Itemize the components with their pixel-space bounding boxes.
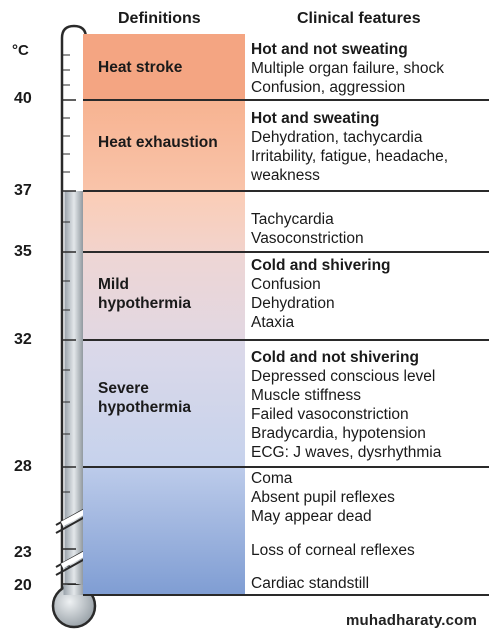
heat-stroke-label: Heat stroke <box>98 59 183 76</box>
severe-hypothermia-feature: Depressed conscious level <box>251 368 436 385</box>
temp-label-20: 20 <box>14 577 32 594</box>
temp-label-23: 23 <box>14 544 32 561</box>
profound-hypothermia-features-bottom <box>251 574 369 593</box>
unit-label: °C <box>12 42 29 59</box>
band-mild-cooling <box>83 192 489 252</box>
profound-hypothermia-features-lower <box>251 541 415 560</box>
profound-hypothermia-feature: Cardiac standstill <box>251 575 370 592</box>
mild-hypothermia-feature: Dehydration <box>251 295 335 312</box>
temp-label-35: 35 <box>14 243 32 260</box>
profound-hypothermia-feature: Coma <box>251 470 293 487</box>
mild-hypothermia-zone <box>83 253 245 339</box>
divider-bottom <box>83 594 489 596</box>
definitions-header: Definitions <box>118 10 201 27</box>
band-heat-exhaustion <box>83 101 489 191</box>
band-profound-hypothermia <box>83 468 489 595</box>
heat-stroke-feature: Multiple organ failure, shock <box>251 60 444 77</box>
profound-hypothermia-feature: May appear dead <box>251 508 372 525</box>
heat-stroke-features <box>251 40 444 97</box>
mild-hypothermia-feature: Confusion <box>251 276 321 293</box>
heat-exhaustion-key-feature: Hot and sweating <box>251 110 380 127</box>
profound-hypothermia-feature: Loss of corneal reflexes <box>251 542 415 559</box>
severe-hypothermia-label-line: hypothermia <box>98 399 192 416</box>
severe-hypothermia-feature: Muscle stiffness <box>251 387 361 404</box>
watermark-text: muhadharaty.com <box>346 612 478 629</box>
band-mild-hypothermia <box>83 253 489 339</box>
profound-hypothermia-features <box>251 469 395 526</box>
severe-hypothermia-label-line: Severe <box>98 380 149 397</box>
mild-hypothermia-features <box>251 256 391 332</box>
mild-cooling-features <box>251 210 364 248</box>
severe-hypothermia-zone <box>83 341 245 466</box>
clinical-features-header: Clinical features <box>297 10 421 27</box>
temperature-bands <box>83 34 489 596</box>
profound-hypothermia-zone <box>83 468 245 595</box>
heat-exhaustion-feature: weakness <box>251 167 320 184</box>
heat-stroke-feature: Confusion, aggression <box>251 79 406 96</box>
band-heat-stroke <box>83 34 489 100</box>
severe-hypothermia-feature: ECG: J waves, dysrhythmia <box>251 444 442 461</box>
heat-stroke-key-feature: Hot and not sweating <box>251 41 408 58</box>
heat-exhaustion-features <box>251 109 448 185</box>
severe-hypothermia-feature: Failed vasoconstriction <box>251 406 409 423</box>
heat-exhaustion-feature: Irritability, fatigue, headache, <box>251 148 449 165</box>
heat-stroke-zone <box>83 34 245 100</box>
severe-hypothermia-feature: Bradycardia, hypotension <box>251 425 426 442</box>
mild-cooling-feature: Vasoconstriction <box>251 230 364 247</box>
temp-label-28: 28 <box>14 458 32 475</box>
severe-hypothermia-label <box>98 379 191 417</box>
band-severe-hypothermia <box>83 341 489 466</box>
mild-hypothermia-label-line: hypothermia <box>98 295 192 312</box>
temp-label-37: 37 <box>14 182 32 199</box>
heat-exhaustion-zone <box>83 101 245 191</box>
severe-hypothermia-key-feature: Cold and not shivering <box>251 349 419 366</box>
heat-exhaustion-label: Heat exhaustion <box>98 134 218 151</box>
severe-hypothermia-features <box>251 348 441 462</box>
temp-label-40: 40 <box>14 90 32 107</box>
mild-hypothermia-feature: Ataxia <box>251 314 295 331</box>
mild-cooling-zone <box>83 192 245 252</box>
temp-label-32: 32 <box>14 331 32 348</box>
mild-hypothermia-key-feature: Cold and shivering <box>251 257 391 274</box>
mild-hypothermia-label <box>98 275 191 313</box>
profound-hypothermia-feature: Absent pupil reflexes <box>251 489 395 506</box>
heat-exhaustion-feature: Dehydration, tachycardia <box>251 129 423 146</box>
mild-hypothermia-label-line: Mild <box>98 276 129 293</box>
mild-cooling-feature: Tachycardia <box>251 211 334 228</box>
